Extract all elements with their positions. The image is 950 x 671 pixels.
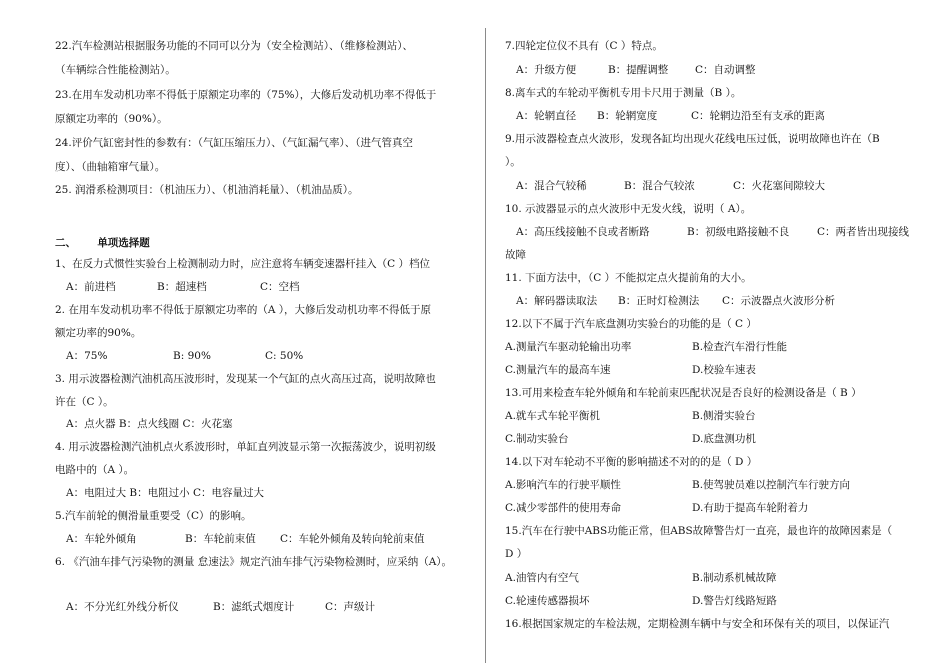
question-23-line-1: 23.在用车发动机功率不得低于原额定功率的（75%），大修后发动机功率不得低于 (55, 89, 437, 101)
option: C: 50% (265, 350, 304, 362)
choice-10-options-continued: 故障 (505, 249, 526, 261)
choice-4-options: A：电阻过大 B：电阻过小 C：电容量过大 (66, 487, 265, 499)
option: B: 90% (173, 350, 211, 362)
option: A：混合气较稀 (516, 180, 587, 192)
option: B.检查汽车滑行性能 (692, 341, 788, 353)
choice-2-line-1: 2. 在用车发动机功率不得低于原额定功率的（A ），大修后发动机功率不得低于原 (55, 304, 432, 316)
option: B.使驾驶员难以控制汽车行驶方向 (692, 479, 851, 491)
option: A：车轮外倾角 (66, 533, 137, 545)
choice-2-line-2: 额定功率的90%。 (55, 327, 142, 339)
column-divider (485, 28, 486, 663)
option: B：超速档 (157, 281, 207, 293)
option: D.有助于提高车轮附着力 (692, 502, 809, 514)
option: B.制动系机械故障 (692, 572, 777, 584)
question-23-line-2: 原额定功率的（90%）。 (55, 113, 168, 125)
choice-15-line-2: D ） (505, 548, 528, 560)
option: C：车轮外倾角及转向轮前束值 (280, 533, 425, 545)
option: B.侧滑实验台 (692, 410, 756, 422)
question-24-line-1: 24.评价气缸密封性的参数有：（气缸压缩压力）、（气缸漏气率）、（进气管真空 (55, 137, 413, 149)
option: C：声级计 (325, 601, 376, 613)
option: C.轮速传感器损坏 (505, 595, 590, 607)
option: A：高压线接触不良或者断路 (516, 226, 650, 238)
option: A.影响汽车的行驶平顺性 (505, 479, 621, 491)
option: C：轮辋边沿至有支承的距离 (691, 110, 826, 122)
choice-7-stem: 7.四轮定位仪不具有（C ）特点。 (505, 40, 663, 52)
choice-15-line-1: 15.汽车在行驶中ABS功能正常，但ABS故障警告灯一直亮，最也许的故障因素是（ (505, 525, 893, 537)
choice-4-line-2: 电路中的（A ）。 (55, 464, 135, 476)
option: C.测量汽车的最高车速 (505, 364, 611, 376)
option: C：火花塞间隙较大 (733, 180, 826, 192)
option: D.底盘测功机 (692, 433, 756, 445)
choice-6-stem: 6. 《汽油车排气污染物的测量 怠速法》规定汽油车排气污染物检测时，应采纳（A）。 (55, 556, 453, 568)
option: B：混合气较浓 (624, 180, 695, 192)
option: C：空档 (260, 281, 300, 293)
choice-10-stem: 10. 示波器显示的点火波形中无发火线，说明（ A）。 (505, 203, 752, 215)
choice-4-line-1: 4. 用示波器检测汽油机点火系波形时，单缸直列波显示第一次振荡波少，说明初级 (55, 441, 436, 453)
question-25: 25. 润滑系检测项目：（机油压力）、（机油消耗量）、（机油品质）。 (55, 184, 359, 196)
option: A：解码器读取法 (516, 295, 598, 307)
choice-14-stem: 14.以下对车轮动不平衡的影响描述不对的的是（ D ） (505, 456, 758, 468)
option: A.油管内有空气 (505, 572, 579, 584)
option: C.制动实验台 (505, 433, 569, 445)
section-heading (55, 237, 150, 250)
question-22-line-1: 22.汽车检测站根据服务功能的不同可以分为（安全检测站）、（维修检测站）、 (55, 40, 413, 52)
option: A：不分光红外线分析仪 (66, 601, 179, 613)
question-24-line-2: 度）、（曲轴箱窜气量）。 (55, 161, 166, 173)
option: A.就车式车轮平衡机 (505, 410, 600, 422)
option: B：轮辋宽度 (597, 110, 658, 122)
choice-3-line-1: 3. 用示波器检测汽油机高压波形时，发现某一个气缸的点火高压过高，说明故障也 (55, 373, 436, 385)
choice-9-line-2: ）。 (505, 156, 521, 168)
option: A：升级方便 (516, 64, 577, 76)
option: A：前进档 (66, 281, 116, 293)
choice-3-options: A：点火器 B：点火线圈 C：火花塞 (66, 418, 233, 430)
option: C：示波器点火波形分析 (722, 295, 836, 307)
option: B：提醒调整 (608, 64, 669, 76)
choice-1-stem: 1、在反力式惯性实验台上检测制动力时，应注意将车辆变速器杆挂入（C ）档位 (55, 258, 431, 270)
option: B：正时灯检测法 (618, 295, 700, 307)
option: C.减少零部件的使用寿命 (505, 502, 621, 514)
choice-16-stem: 16.根据国家规定的车检法规，定期检测车辆中与安全和环保有关的项目，以保证汽 (505, 618, 890, 630)
option: B：滤纸式烟度计 (213, 601, 295, 613)
option: C：自动调整 (695, 64, 756, 76)
choice-5-stem: 5.汽车前轮的侧滑量重要受（C）的影响。 (55, 510, 252, 522)
choice-3-line-2: 许在（C ）。 (55, 396, 114, 408)
choice-8-stem: 8.离车式的车轮动平衡机专用卡尺用于测量（B ）。 (505, 87, 742, 99)
option: C：两者皆出现接线 (817, 226, 910, 238)
question-22-line-2: （车辆综合性能检测站）。 (55, 64, 176, 76)
choice-9-line-1: 9.用示波器检查点火波形，发现各缸均出现火花线电压过低，说明故障也许在（B (505, 133, 880, 145)
choice-11-stem: 11. 下面方法中，（C ）不能拟定点火提前角的大小。 (505, 272, 752, 284)
option: A：轮辋直径 (516, 110, 577, 122)
option: D.校验车速表 (692, 364, 756, 376)
option: B：初级电路接触不良 (687, 226, 790, 238)
option: D.警告灯线路短路 (692, 595, 777, 607)
choice-13-stem: 13.可用来检查车轮外倾角和车轮前束匹配状况是否良好的检测设备是（ B ） (505, 387, 862, 399)
option: B：车轮前束值 (185, 533, 256, 545)
section-number: 二、 (55, 237, 76, 249)
option: A：75% (66, 350, 108, 362)
choice-12-stem: 12.以下不属于汽车底盘测功实验台的功能的是（ C ） (505, 318, 757, 330)
section-title: 单项选择题 (97, 237, 150, 249)
option: A.测量汽车驱动轮输出功率 (505, 341, 632, 353)
